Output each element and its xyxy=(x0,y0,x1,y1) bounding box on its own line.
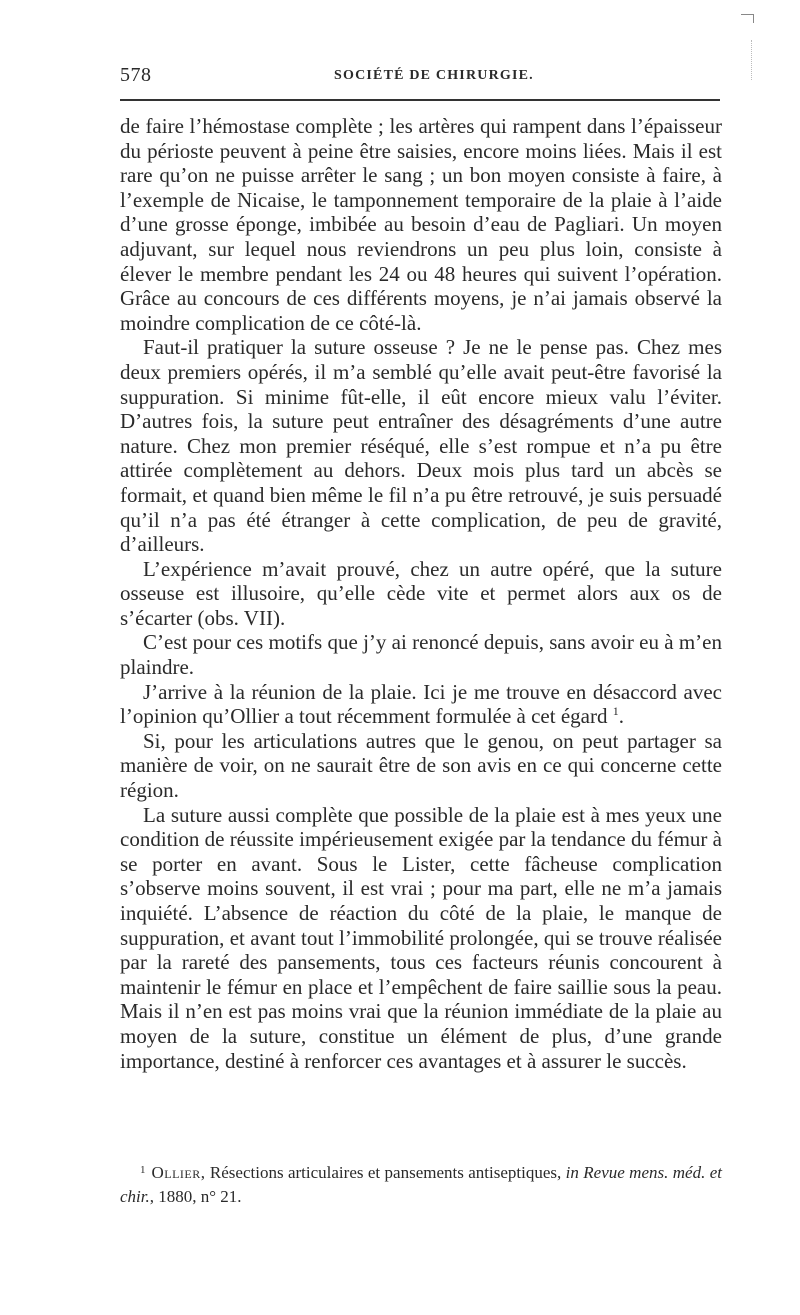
paragraph xyxy=(120,335,722,556)
footnote xyxy=(120,1158,722,1209)
paragraph-text: L’expérience m’avait prouvé, chez un autre opéré, que la suture osseuse est illusoire, qu’elle cède vite et permet alors aux os de s’écarter (obs. VII). xyxy=(120,556,722,630)
paragraph-text: C’est pour ces motifs que j’y ai renoncé depuis, sans avoir eu à m’en plaindre. xyxy=(120,630,722,680)
paragraph xyxy=(120,630,722,679)
paragraph xyxy=(120,114,722,335)
footnote-citation-details: , 1880, n° 21. xyxy=(149,1187,242,1206)
paragraph xyxy=(120,557,722,631)
body-text xyxy=(120,114,722,1073)
paragraph xyxy=(120,680,722,729)
footnote-author: Ollier, xyxy=(151,1163,206,1182)
running-head xyxy=(120,64,720,88)
page-number: 578 xyxy=(120,64,152,86)
footnote-title: Résections articulaires et pansements antiseptiques, xyxy=(205,1163,566,1182)
scan-edge-marks xyxy=(751,40,754,80)
footnote-reference[interactable]: 1 xyxy=(612,704,619,719)
paragraph-text: J’arrive à la réunion de la plaie. Ici je me trouve en désaccord avec l’opinion qu’Ollier a tout récemment formulée à cet égard xyxy=(120,679,722,729)
paragraph-text: Faut-il pratiquer la suture osseuse ? Je ne le pense pas. Chez mes deux premiers opérés, il m’a semblé qu’elle avait peut-être favorisé la suppuration. Si minime fût-elle, il eût encore mieux valu l’éviter. D’autres fois, la suture peut entraîner des désagréments d’une autre nature. Chez mon premier réséqué, elle s’est rompue et n’a pu être attirée complètement au dehors. Deux mois plus tard un abcès se formait, et quand bien même le fil n’a pu être retrouvé, je suis persuadé qu’il n’a pas été étranger à cette complication, de peu de gravité, d’ailleurs. xyxy=(120,335,722,557)
scan-corner-mark xyxy=(741,14,754,23)
paragraph-text: Si, pour les articulations autres que le genou, on peut partager sa manière de voir, on ne saurait être de son avis en ce qui concerne cette région. xyxy=(120,728,722,803)
footnote-mark: 1 xyxy=(140,1164,146,1176)
paragraph-text: de faire l’hémostase complète ; les artères qui rampent dans l’épaisseur du périoste peuvent à peine être saisies, encore moins liées. Mais il est rare qu’on ne puisse arrêter le sang ; un bon moyen consiste à faire, à l’exemple de Nicaise, le tamponnement temporaire de la plaie à l’aide d’une grosse éponge, imbibée au besoin d’eau de Pagliari. Un moyen adjuvant, sur lequel nous reviendrons un peu plus loin, consiste à élever le membre pendant les 24 ou 48 heures qui suivent l’opération. Grâce au concours de ces différents moyens, je n’ai jamais observé la moindre complication de ce côté-là. xyxy=(120,114,722,335)
running-title: SOCIÉTÉ DE CHIRURGIE. xyxy=(334,68,534,83)
paragraph-end-punctuation: . xyxy=(618,704,624,729)
footnote-journal: in Revue mens. méd. et chir. xyxy=(120,1163,722,1206)
paragraph xyxy=(120,729,722,803)
paragraph-text: La suture aussi complète que possible de la plaie est à mes yeux une condition de réussite impérieusement exigée par la tendance du fémur à se porter en avant. Sous le Lister, cette fâcheuse complication s’observe moins souvent, il est vrai ; pour ma part, elle ne m’a jamais inquiété. L’absence de réaction du côté de la plaie, le manque de suppuration, et avant tout l’immobilité prolongée, qui se trouve réalisée par la rareté des pansements, tous ces facteurs réunis concourent à maintenir le fémur en place et l’empêchent de faire saillie sous la peau. Mais il n’en est pas moins vrai que la réunion immédiate de la plaie au moyen de la suture, constitue un élément de plus, d’une grande importance, destiné à renforcer ces avantages et à assurer le succès. xyxy=(120,802,722,1073)
paragraph xyxy=(120,803,722,1074)
header-rule xyxy=(120,99,720,101)
